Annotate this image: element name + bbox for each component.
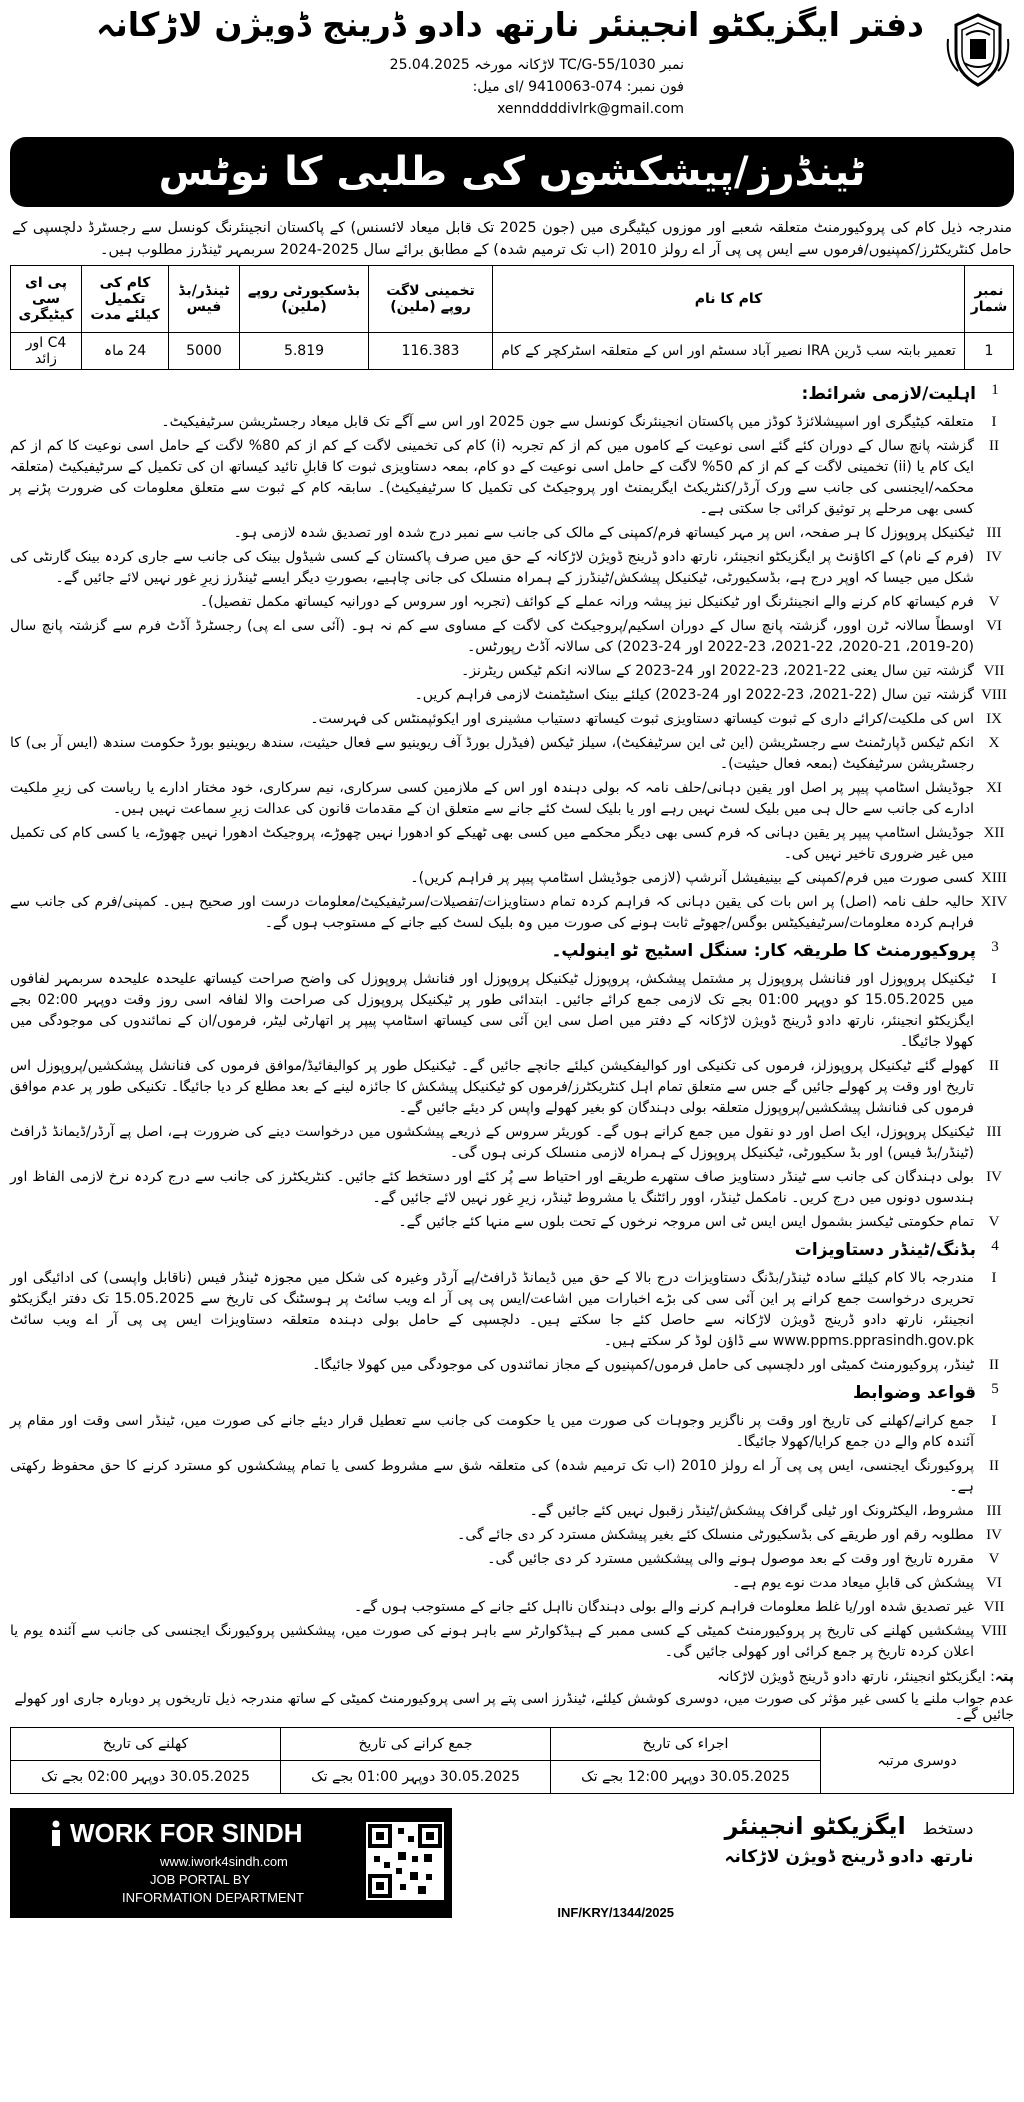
section-terms bbox=[10, 1379, 1014, 1663]
list-item bbox=[10, 1056, 1014, 1119]
list-item bbox=[10, 436, 1014, 520]
section-procurement-method bbox=[10, 937, 1014, 1233]
item-text: ٹینڈر، پروکیورمنٹ کمیٹی اور دلچسپی کی حامل فرموں/کمپنیوں کے مجاز نمائندوں کی موجودگی میں کھولا جائیگا۔ bbox=[312, 1357, 974, 1373]
phone-line: فون نمبر: 074-9410063 /ای میل: bbox=[472, 79, 684, 95]
dates-issue: 30.05.2025 دوپہر 12:00 بجے تک bbox=[551, 1761, 821, 1794]
list-item bbox=[10, 1355, 1014, 1376]
item-text: کسی صورت میں فرم/کمپنی کے بینیفیشل آنرشپ (لازمی جوڈیشل اسٹامپ پیپر پر فراہم کریں)۔ bbox=[410, 870, 974, 886]
item-number: IV bbox=[986, 1169, 1002, 1185]
table-header-bid-security: بڈسکیورٹی روپے (ملین) bbox=[240, 266, 369, 333]
item-number: III bbox=[986, 525, 1002, 541]
dates-submission: 30.05.2025 دوپہر 01:00 بجے تک bbox=[281, 1761, 551, 1794]
item-number: V bbox=[988, 1551, 1000, 1567]
cell-completion-period: 24 ماہ bbox=[82, 333, 169, 370]
list-item bbox=[10, 1573, 1014, 1594]
list-item bbox=[10, 1501, 1014, 1522]
dates-header-issue: اجراء کی تاریخ bbox=[551, 1728, 821, 1761]
list-item bbox=[10, 1268, 1014, 1352]
section-number: 5 bbox=[991, 1381, 999, 1397]
item-text: پروکیورنگ ایجنسی، ایس پی پی آر اے رولز 2010 (اب تک ترمیم شدہ) کی متعلقہ شق سے مشروط کسی یا تمام پیشکشوں کو مسترد کرنے کا حق محفوظ رکھتی ہے۔ bbox=[10, 1458, 974, 1495]
item-number: XIV bbox=[980, 894, 1008, 910]
item-number: VI bbox=[986, 618, 1002, 634]
item-number: V bbox=[988, 1214, 1000, 1230]
intro-paragraph: مندرجہ ذیل کام کی پروکیورمنٹ متعلقہ شعبے اور موزوں کیٹیگری میں (جون 2025 تک قابل میعاد لائسنس) کے پاکستان انجینئرنگ کونسل سے رجسٹرڈ دلچسپی کے حامل کنٹریکٹرز/کمپنیوں/فرموں سے ایس پی پی آر اے رولز 2010 (اب تک ترمیم شدہ) کے مطابق برائے سال 2025-2024 سربمہر ٹینڈرز مطلوب ہیں۔ bbox=[12, 220, 1013, 258]
item-text: اس کی ملکیت/کرائے داری کے ثبوت کیساتھ دستاویزی ثبوت کیساتھ دستیاب مشینری اور ایکوئپمنٹس کی فہرست۔ bbox=[310, 711, 974, 727]
item-text: بولی دہندگان کی جانب سے ٹینڈر دستاویز صاف ستھرے طریقے اور احتیاط سے پُر کئے اور دستخط کئے جائیں۔ کنٹریکٹرز کی جانب سے درج کردہ نرخ لازمی الفاظ اور ہندسوں دونوں میں درج کریں۔ نامکمل ٹینڈر، اوور رائٹنگ یا مشروط ٹینڈر، زیرِ غور نہیں لائے جائیں گے۔ bbox=[10, 1169, 974, 1206]
section-heading: اہلیت/لازمی شرائط: bbox=[801, 384, 976, 404]
address-label: پتہ bbox=[994, 1669, 1014, 1685]
list-item bbox=[10, 1167, 1014, 1209]
cell-tender-fee: 5000 bbox=[169, 333, 240, 370]
item-number: II bbox=[989, 438, 999, 454]
qr-code-icon bbox=[366, 1822, 444, 1900]
header bbox=[10, 5, 1014, 131]
cell-pec-category: C4 اور زائد bbox=[11, 333, 82, 370]
list-item bbox=[10, 969, 1014, 1053]
item-text: پیشکشیں کھلنے کی تاریخ پر پروکیورمنٹ کمیٹی کے کسی ممبر کے ہیڈکوارٹر سے باہر ہونے کی صورت میں، پیشکشیں پروکیورنگ ایجنسی کی جانب سے آئندہ یوم یا اعلان کردہ تاریخ پر جمع کرائی اور کھولی جائیں گی۔ bbox=[10, 1623, 974, 1660]
table-header-estimated-cost: تخمینی لاگت روپے (ملین) bbox=[369, 266, 493, 333]
tender-table bbox=[10, 265, 1014, 370]
item-text: گزشتہ تین سال یعنی 22-2021، 23-2022 اور 24-2023 کے سالانہ انکم ٹیکس ریٹرنز۔ bbox=[461, 663, 974, 679]
item-number: I bbox=[991, 1270, 997, 1286]
item-text: جوڈیشل اسٹامپ پیپر پر اصل اور یقین دہانی/حلف نامہ کہ بولی دہندہ اور اس کے ملازمین کسی سرکاری، نیم سرکاری، خود مختار ادارے یا ریاست کی زیرِ ملکیت ادارے کی جانب سے حال ہی میں بلیک لسٹ نہیں رہے اور یا بلیک لسٹ کئے جانے سے متعلق ان کے مقدمات قانون کی عدالت زیرِ سماعت نہیں ہیں۔ bbox=[10, 780, 974, 817]
list-item bbox=[10, 661, 1014, 682]
item-text: کھولے گئے ٹیکنیکل پروپوزلز، فرموں کی تکنیکی اور کوالیفکیشن کیلئے جانچے جائیں گے۔ ٹیکنیکل طور پر کوالیفائیڈ/موافق فرموں کی فنانشل پیشکشیں/پروپوزل اس تاریخ اور وقت پر کھولے جائیں گے جس سے متعلق تمام اہل کنٹریکٹرز/فرموں کو ٹیکنیکل پیشکش کا جائزہ لینے کے بعد مطلع کر دیا جائیگا۔ تکنیکی طور پر عدم موافق فرموں کی فنانشل پیشکشیں/پروپوزل متعلقہ بولی دہندگان کو بغیر کھولے واپس کر دیئے جائیں گے۔ bbox=[10, 1058, 974, 1116]
list-item bbox=[10, 709, 1014, 730]
section-eligibility bbox=[10, 380, 1014, 934]
item-text: گزشتہ تین سال (22-2021، 23-2022 اور 24-2023) کیلئے بینک اسٹیٹمنٹ لازمی فراہم کریں۔ bbox=[414, 687, 974, 703]
section-heading: پروکیورمنٹ کا طریقہ کار: سنگل اسٹیج ٹو اینولپ۔ bbox=[551, 941, 976, 961]
item-text: فرم کیساتھ کام کرنے والے انجینئرنگ اور ٹیکنیکل نیز پیشہ ورانہ عملے کے کوائف (تجربہ اور سروس کے دورانیہ کیساتھ مکمل تفصیل)۔ bbox=[199, 594, 974, 610]
item-number: III bbox=[986, 1124, 1002, 1140]
list-item bbox=[10, 1411, 1014, 1453]
item-number: XI bbox=[986, 780, 1002, 796]
cell-serial: 1 bbox=[965, 333, 1014, 370]
item-number: VIII bbox=[981, 687, 1007, 703]
cell-estimated-cost: 116.383 bbox=[369, 333, 493, 370]
item-number: XII bbox=[983, 825, 1005, 841]
table-header-pec-category: پی ای سی کیٹیگری bbox=[11, 266, 82, 333]
section-heading: قواعد وضوابط bbox=[852, 1383, 976, 1403]
item-text: گزشتہ پانچ سال کے دوران کئے گئے اسی نوعیت کے کاموں میں کم از کم تجربہ (i) کام کی تخمینی لاگت کے کم از کم 80% لاگت کے حامل اسی نوعیت کا کم از کم ایک کام یا (ii) تخمینی لاگت کے کم از کم 50% لاگت کے حامل اسی نوعیت کے دو کام، بمعہ دستاویزی ثبوت کا قابلِ تائید کیساتھ ان کی تکمیل کے سرٹیفیکیٹ (متعلقہ محکمہ/ایجنسی کی جانب سے ورک آرڈر/کنٹریکٹ ایگریمنٹ اور پروجیکٹ کی تکمیل کا سرٹیفیکیٹ)۔ سابقہ کام کے ثبوت سے متعلق معلومات کی ضرورت پڑنے پر کسی بھی مرحلے پر توثیق کرائی جا سکتی ہے۔ bbox=[10, 438, 974, 517]
section-bidding-documents bbox=[10, 1236, 1014, 1376]
item-number: I bbox=[991, 414, 997, 430]
item-text: انکم ٹیکس ڈپارٹمنٹ سے رجسٹریشن (این ٹی این سرٹیفکیٹ)، سیلز ٹیکس (فیڈرل بورڈ آف ریوینیو سے فعال حیثیت، سندھ ریوینیو بورڈ حکومت سندھ (ایس آر بی) کا رجسٹریشن سرٹیفکیٹ (بمعہ فعال حیثیت)۔ bbox=[10, 735, 974, 772]
item-number: V bbox=[988, 594, 1000, 610]
list-item bbox=[10, 868, 1014, 889]
item-number: VII bbox=[983, 1599, 1005, 1615]
list-item bbox=[10, 616, 1014, 658]
item-number: X bbox=[988, 735, 1000, 751]
item-text: تمام حکومتی ٹیکسز بشمول ایس ایس ٹی اس مروجہ نرخوں کے تحت بلوں سے منہا کئے جائیں گے۔ bbox=[398, 1214, 974, 1230]
list-item bbox=[10, 412, 1014, 433]
item-number: II bbox=[989, 1458, 999, 1474]
list-item bbox=[10, 685, 1014, 706]
rerun-note: عدم جواب ملنے یا کسی غیر مؤثر کی صورت میں، دوسری کوشش کیلئے، ٹینڈرز اسی پتے پر اسی پروکیورمنٹ کمیٹی کے ساتھ مندرجہ ذیل تاریخوں پر دوبارہ جاری اور کھولے جائیں گے۔ bbox=[14, 1691, 1014, 1723]
item-text: مشروط، الیکٹرونک اور ٹیلی گرافک پیشکش/ٹینڈر زقبول نہیں کئے جائیں گے۔ bbox=[529, 1503, 974, 1519]
list-item bbox=[10, 592, 1014, 613]
table-header-serial: نمبر شمار bbox=[965, 266, 1014, 333]
dates-header-opening: کھلنے کی تاریخ bbox=[11, 1728, 281, 1761]
item-number: II bbox=[989, 1058, 999, 1074]
table-header-work-name: کام کا نام bbox=[493, 266, 965, 333]
item-number: III bbox=[986, 1503, 1002, 1519]
item-text: (فرم کے نام) کے اکاؤنٹ پر ایگزیکٹو انجینئر، نارتھ دادو ڈرینج ڈویژن لاڑکانہ کے حق میں صرف پاکستان کے کسی شیڈول بینک کی جانب سے جاری کردہ بینک گارنٹی کی شکل میں جیسا کہ اوپر درج ہے، بڈسکیورٹی، ٹیکنیکل پیشکش/ٹینڈرز کے ہمراہ منسلک کی جانی چاہیے، بصورتِ دیگر ایسے ٹینڈرز زیرِ غور نہیں لائے جائیں گے۔ bbox=[10, 549, 974, 586]
item-number: IV bbox=[986, 549, 1002, 565]
list-item bbox=[10, 892, 1014, 934]
list-item bbox=[10, 778, 1014, 820]
dates-opening: 30.05.2025 دوپہر 02:00 بجے تک bbox=[11, 1761, 281, 1794]
item-number: VII bbox=[983, 663, 1005, 679]
list-item bbox=[10, 1122, 1014, 1164]
item-text: مندرجہ بالا کام کیلئے سادہ ٹینڈر/بڈنگ دستاویزات درج بالا کے حق میں ڈیمانڈ ڈرافٹ/پے آرڈر وغیرہ کی شکل میں مجوزہ ٹینڈر فیس (ناقابل واپسی) کی ادائیگی اور تحریری درخواست جمع کرانے پر این آئی سی کی بڑے اخبارات میں اشاعت/ایس پی پی آر اے ویب سائٹ پر ہوسٹنگ کی تاریخ سے 15.05.2025 تک دفتر ایگزیکٹو انجینئر، نارتھ دادو ڈرینج ڈویژن لاڑکانہ سے حاصل کئے جا سکتے ہیں۔ دلچسپی کے حامل بولی دہندہ متعلقہ دستاویزات ایس پی پی آر اے ویب سائٹ www.ppms.pprasindh.gov.pk سے ڈاؤن لوڈ کر سکتے ہیں۔ bbox=[10, 1270, 974, 1349]
signature-office: نارتھ دادو ڈرینج ڈویژن لاڑکانہ bbox=[724, 1847, 974, 1867]
item-text: جوڈیشل اسٹامپ پیپر پر یقین دہانی کہ فرم کسی بھی دیگر محکمے میں کسی بھی ٹھیکے کو ادھورا نہیں چھوڑے، پروجیکٹ ادھورا نہیں چھوڑے، یا کسی کام کی تکمیل میں غیر ضروری تاخیر نہیں کی۔ bbox=[10, 825, 974, 862]
item-text: مطلوبہ رقم اور طریقے کی بڈسکیورٹی منسلک کئے بغیر پیشکش مسترد کر دی جائے گی۔ bbox=[457, 1527, 974, 1543]
item-text: غیر تصدیق شدہ اور/یا غلط معلومات فراہم کرنے والے بولی دہندگان نااہل کئے جانے کے مستوجب ہوں گے۔ bbox=[354, 1599, 974, 1615]
item-text: ٹیکنیکل پروپوزل اور فنانشل پروپوزل پر مشتمل پیشکش، پروپوزل ٹیکنیکل پروپوزل اور فنانشل پروپوزل کی واضح صراحت کیساتھ علیحدہ علیحدہ سربمہر لفافوں میں 15.05.2025 کو دوپہر 01:00 بجے تک لازمی جمع کرائے جائیں۔ ابتدائی طور پر ٹیکنیکل پروپوزل کی صراحت والا لفافہ اسی روز وقت دوپہر 02:00 بجے ایگزیکٹو انجینئر، نارتھ دادو ڈرینج ڈویژن لاڑکانہ کے دفتر میں اصل سی این آئی سی کیساتھ اسٹامپ پیپر پر اتھارٹی لیٹر، فرموں/ان کے نمائندوں کی موجودگی میں کھولا جائیگا۔ bbox=[10, 971, 974, 1050]
item-number: VIII bbox=[981, 1623, 1007, 1639]
section-number: 4 bbox=[991, 1238, 999, 1254]
item-number: IV bbox=[986, 1527, 1002, 1543]
table-header-tender-fee: ٹینڈر/بڈ فیس bbox=[169, 266, 240, 333]
cell-bid-security: 5.819 bbox=[240, 333, 369, 370]
address-block: پتہ: ایگزیکٹو انجینئر، نارتھ دادو ڈرینج ڈویژن لاڑکانہ bbox=[717, 1669, 1014, 1685]
iwork-portal-label: JOB PORTAL BY bbox=[150, 1872, 251, 1887]
address-value: ایگزیکٹو انجینئر، نارتھ دادو ڈرینج ڈویژن لاڑکانہ bbox=[717, 1669, 986, 1685]
item-text: پیشکش کی قابلِ میعاد مدت نوے یوم ہے۔ bbox=[732, 1575, 974, 1591]
section-number: 3 bbox=[991, 939, 999, 955]
list-item bbox=[10, 1525, 1014, 1546]
footer bbox=[10, 1804, 1014, 1924]
item-text: حالیہ حلف نامہ (اصل) پر اس بات کی یقین دہانی کہ فراہم کردہ تمام دستاویزات/تفصیلات/سرٹیفیکیٹ/معلومات درست اور صحیح ہیں۔ کمپنی/فرم کی جانب سے فراہم کردہ معلومات/سرٹیفیکیٹس بوگس/جھوٹے ثابت ہونے کی صورت میں وہ بلیک لسٹ کیے جانے کے مستوجب ہوں گے۔ bbox=[10, 894, 974, 931]
sindh-government-emblem-icon bbox=[944, 9, 1012, 89]
table-row bbox=[11, 333, 1014, 370]
iwork-department: INFORMATION DEPARTMENT bbox=[122, 1890, 304, 1905]
iwork4sindh-ad bbox=[10, 1808, 452, 1918]
list-item bbox=[10, 523, 1014, 544]
list-item bbox=[10, 823, 1014, 865]
list-item bbox=[10, 547, 1014, 589]
email-line: xennddddivlrk@gmail.com bbox=[497, 101, 684, 117]
item-number: VI bbox=[986, 1575, 1002, 1591]
office-title: دفتر ایگزیکٹو انجینئر نارتھ دادو ڈرینج ڈویژن لاڑکانہ bbox=[96, 5, 924, 44]
list-item bbox=[10, 1549, 1014, 1570]
item-text: اوسطاً سالانہ ٹرن اوور، گزشتہ پانچ سال کے دوران اسکیم/پروجیکٹ کی لاگت کے مساوی سے کم نہ ہو۔ (آئی سی اے پی) رجسٹرڈ آڈٹ فرم سے گزشتہ پانچ سال (20-2019، 21-2020، 22-2021، 23-2022 اور 24-2023) کی سالانہ آڈٹ رپورٹس۔ bbox=[10, 618, 974, 655]
list-item bbox=[10, 733, 1014, 775]
item-text: ٹیکنیکل پروپوزل، ایک اصل اور دو نقول میں جمع کرانے ہوں گے۔ کوریئر سروس کے ذریعے پیشکشوں میں درخواست دینے کی ضرورت ہے، اصل پے آرڈر/ڈیمانڈ ڈرافٹ (ٹینڈر/بڈ فیس) اور بڈ سکیورٹی، ٹیکنیکل پروپوزل کے ہمراہ لازمی منسلک کرنی ہوں گی۔ bbox=[10, 1124, 974, 1161]
rerun-dates-table bbox=[10, 1727, 1014, 1794]
item-number: II bbox=[989, 1357, 999, 1373]
iwork-brand: WORK FOR SINDH bbox=[70, 1818, 303, 1848]
item-text: ٹیکنیکل پروپوزل کا ہر صفحہ، اس پر مہر کیساتھ فرم/کمپنی کے مالک کی جانب سے نمبر درج شدہ اور تصدیق شدہ لازمی ہو۔ bbox=[233, 525, 974, 541]
dates-header-submission: جمع کرانے کی تاریخ bbox=[281, 1728, 551, 1761]
iwork-site: www.iwork4sindh.com bbox=[160, 1854, 288, 1869]
dates-second-attempt: دوسری مرتبہ bbox=[821, 1728, 1014, 1794]
item-text: متعلقہ کیٹیگری اور اسپیشلائزڈ کوڈز میں پاکستان انجینئرنگ کونسل سے جون 2025 اور اس سے آگے تک قابل میعاد رجسٹریشن سرٹیفیکیٹ۔ bbox=[161, 414, 974, 430]
item-number: I bbox=[991, 971, 997, 987]
item-number: I bbox=[991, 1413, 997, 1429]
item-text: مقررہ تاریخ اور وقت کے بعد موصول ہونے والی پیشکشیں مسترد کر دی جائیں گی۔ bbox=[487, 1551, 974, 1567]
list-item bbox=[10, 1621, 1014, 1663]
list-item bbox=[10, 1456, 1014, 1498]
item-number: XIII bbox=[981, 870, 1007, 886]
item-text: جمع کرانے/کھلنے کی تاریخ اور وقت پر ناگزیر وجوہات کی صورت میں یا حکومت کی جانب سے تعطیل قرار دیئے جانے کی صورت میں، ٹینڈر اسی وقت اور مقام پر آئندہ کام والے دن جمع کرایا/کھولا جائیگا۔ bbox=[10, 1413, 974, 1450]
section-number: 1 bbox=[991, 382, 999, 398]
cell-work-name: تعمیر بابتہ سب ڈرین IRA نصیر آباد سسٹم اور اس کے متعلقہ اسٹرکچر کے کام bbox=[493, 333, 965, 370]
signature-block bbox=[684, 1812, 1014, 1867]
signature-title: ایگزیکٹو انجینئر bbox=[724, 1812, 906, 1840]
signature-label: دستخط bbox=[922, 1819, 974, 1838]
iwork-logo-icon bbox=[46, 1820, 66, 1848]
reference-line: نمبر TC/G-55/1030 لاڑکانہ مورخہ 25.04.2025 bbox=[389, 57, 684, 73]
item-number: IX bbox=[986, 711, 1002, 727]
tender-notice-page bbox=[10, 5, 1014, 2092]
table-header-completion-period: کام کی تکمیل کیلئے مدت bbox=[82, 266, 169, 333]
section-heading: بڈنگ/ٹینڈر دستاویزات bbox=[794, 1240, 976, 1260]
list-item bbox=[10, 1597, 1014, 1618]
reference-code: INF/KRY/1344/2025 bbox=[557, 1905, 674, 1920]
list-item bbox=[10, 1212, 1014, 1233]
notice-banner: ٹینڈرز/پیشکشوں کی طلبی کا نوٹس bbox=[10, 137, 1014, 207]
